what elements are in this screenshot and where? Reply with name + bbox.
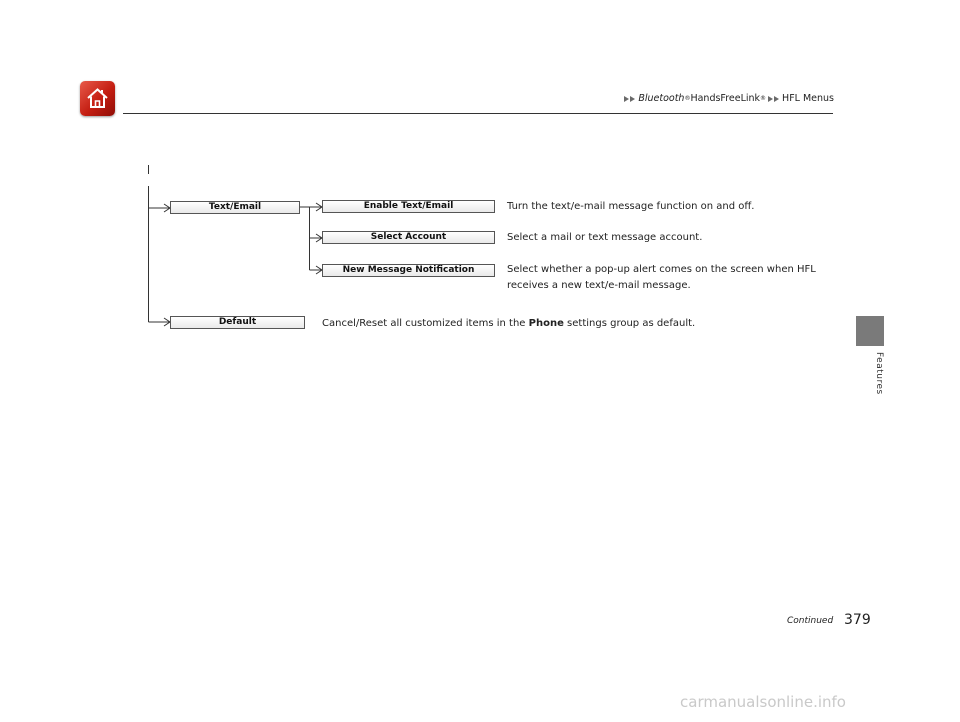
default-description	[322, 316, 695, 332]
enable-text-email-description: Turn the text/e-mail message function on and off.	[507, 201, 755, 212]
text-email-box: Text/Email	[170, 201, 300, 214]
section-tab-label: Features	[874, 352, 884, 395]
breadcrumb-handsfreelink[interactable]: HandsFreeLink	[690, 93, 761, 104]
default-box: Default	[170, 316, 305, 329]
watermark: carmanualsonline.info	[680, 693, 846, 711]
phone-keyword: Phone	[528, 318, 564, 329]
page-number: 379	[844, 612, 871, 628]
select-account-description: Select a mail or text message account.	[507, 232, 703, 243]
default-description-pre: Cancel/Reset all customized items in the	[322, 318, 529, 329]
new-message-notification-box: New Message Notification	[322, 264, 495, 277]
new-message-description-line2: receives a new text/e-mail message.	[507, 280, 691, 291]
enable-text-email-box: Enable Text/Email	[322, 200, 495, 213]
registered-mark: ®	[760, 95, 767, 102]
new-message-description	[507, 262, 816, 294]
default-description-post: settings group as default.	[563, 318, 696, 329]
select-account-box: Select Account	[322, 231, 495, 244]
registered-mark: ®	[684, 95, 691, 102]
continued-label: Continued	[787, 616, 834, 626]
breadcrumb-hfl-menus[interactable]: HFL Menus	[782, 93, 834, 104]
breadcrumb-bluetooth[interactable]: Bluetooth	[638, 93, 685, 104]
new-message-description-line1: Select whether a pop-up alert comes on the screen when HFL	[507, 264, 816, 275]
